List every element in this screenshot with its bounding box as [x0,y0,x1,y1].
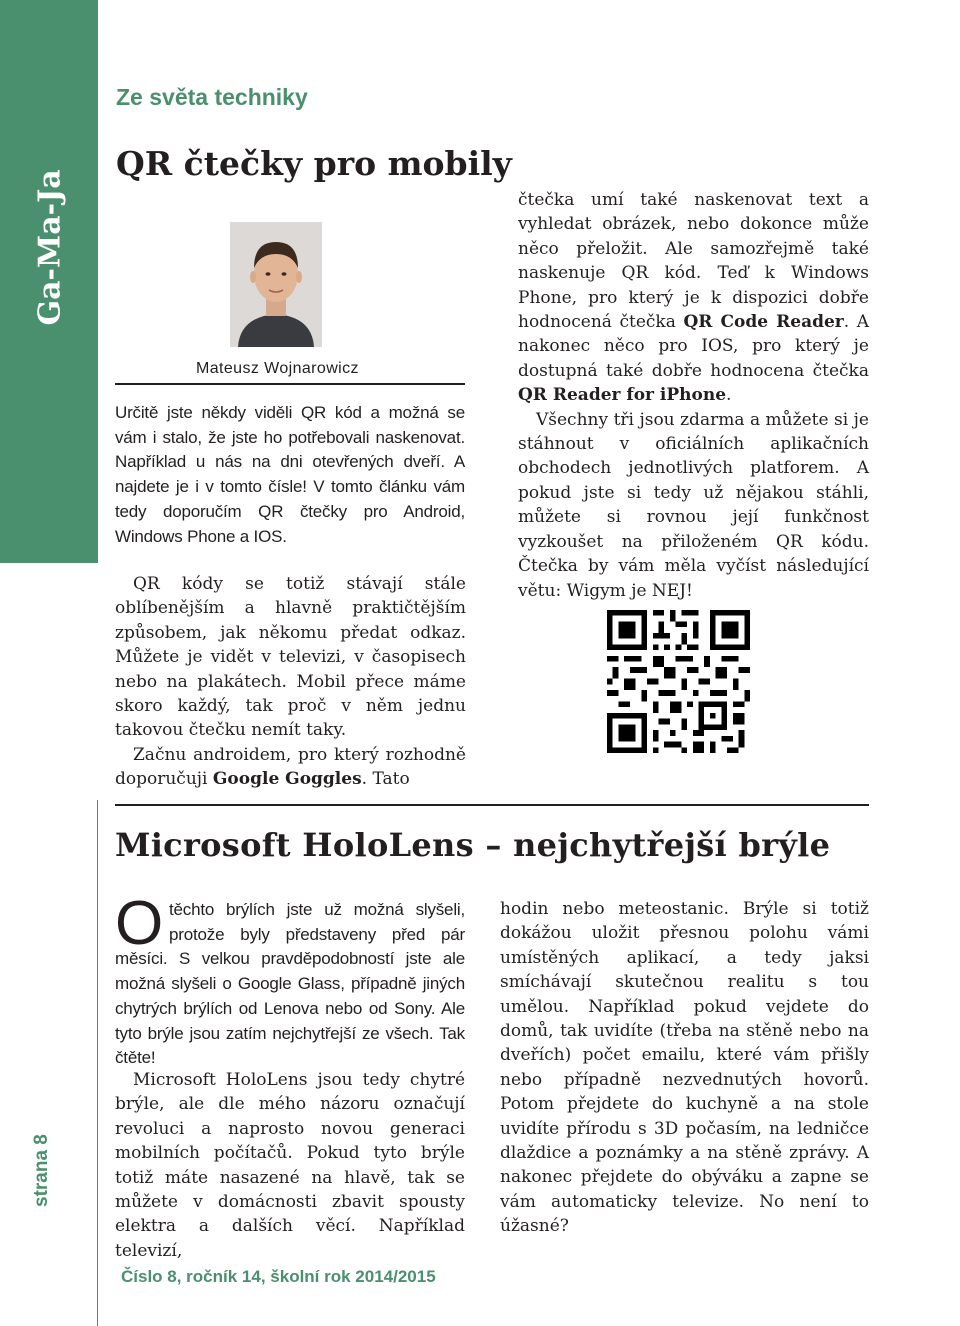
drop-cap: O [115,889,164,958]
section-divider [115,804,869,806]
app-name: Google Goggles [212,769,362,790]
section-label: Ze světa techniky [116,84,308,110]
author-photo [230,222,322,347]
article1-paragraph: čtečka umí také naskenovat text a vyhledat obrázek, nebo dokonce může něco přeložit. Ale samozřejmě také naskenuje QR kód. Teď k Windows Phone, pro který je k dispozici dobře hodnocená čtečka QR Code Reader. A nakonec něco pro IOS, pro který je dostupná také dobře hodnocena čtečka QR Reader for iPhone. [518,190,870,406]
sidebar-divider-bottom [97,800,98,1326]
app-name: QR Reader for iPhone [518,385,727,406]
article1-paragraph: Všechny tři jsou zdarma a můžete si je stáhnout v oficiálních aplikačních obchodech jednotlivých platforem. A pokud jste si tedy už nějakou stáhli, můžete si rovnou její funkčnost vyzkoušet na přiloženém QR kódu. Čtečka by vám měla vyčíst následující větu: Wigym je NEJ! [518,409,869,601]
article1-lead: Určitě jste někdy viděli QR kód a možná se vám i stalo, že jste ho potřebovali naskenovat. Například u nás na dni otevřených dveří. A najdete je i v tomto čísle! V tomto článku vám tedy doporučím QR čtečky pro Android, Windows Phone a IOS. [115,403,465,546]
article1-paragraph: Začnu androidem, pro který rozhodně doporučuji Google Goggles. Tato [115,744,466,790]
app-name: QR Code Reader [683,312,844,333]
article1-title: QR čtečky pro mobily [116,144,512,183]
author-rule [115,383,465,385]
article1-column-right [518,188,869,603]
page-number: strana 8 [31,1134,52,1207]
article2-paragraph: hodin nebo meteostanic. Brýle si totiž dokážou uložit přesnou polohu vámi umístěných aplikací, a tedy jaksi smíchávají skutečnou realitu s tou umělou. Například pokud vejdete do domů, tak uvidíte (třeba na stěně nebo na dveřích) počet emailu, které vám přišly nebo případně nezvednutých hovorů. Potom přejdete do kuchyně a na stole uvidíte přírodu s 3D počasím, na ledničce dlaždice a poznámky a na stěně zprávy. A nakonec přejdete do obýváku a zapne se vám automaticky televize. No není to úžasné? [500,899,869,1237]
sidebar-divider-top [97,0,98,563]
author-name: Mateusz Wojnarowicz [196,360,359,377]
article1-paragraph: QR kódy se totiž stávají stále oblíbenějším a hlavně praktičtějším způsobem, jak někomu předat odkaz. Můžete je vidět v televizi, v časopisech nebo na plakátech. Mobil přece máme skoro každý, tak proč v něm jednu takovou čtečku nemít taky. [115,574,466,741]
qr-code [607,610,750,753]
issue-footer: Číslo 8, ročník 14, školní rok 2014/2015 [121,1267,436,1286]
article2-column-right [500,897,869,1239]
article2-column-left [115,1068,465,1263]
magazine-brand: Ga-Ma-Ja [32,169,68,326]
article2-title: Microsoft HoloLens – nejchytřejší brýle [115,826,831,864]
article2-lead: Otěchto brýlích jste už možná slyšeli, protože byly představeny před pár měsíci. S velkou pravděpodobností jste ale možná slyšeli o Google Glass, případně jiných chytrých brýlích od Lenova nebo od Sony. Ale tyto brýle jsou zatím nejchytřejší ze všech. Tak čtěte! [115,889,465,1068]
author-photo-image [230,222,322,347]
article2-paragraph: Microsoft HoloLens jsou tedy chytré brýle, ale dle mého názoru označují revoluci a naprosto novou generaci mobilních počítačů. Pokud tyto brýle totiž máte nasazené na hlavě, tak se můžete v domácnosti zbavit spousty elektra a dalších věcí. Například televizí, [115,1070,465,1261]
article1-column-left [115,572,466,792]
sidebar-band [0,0,97,563]
